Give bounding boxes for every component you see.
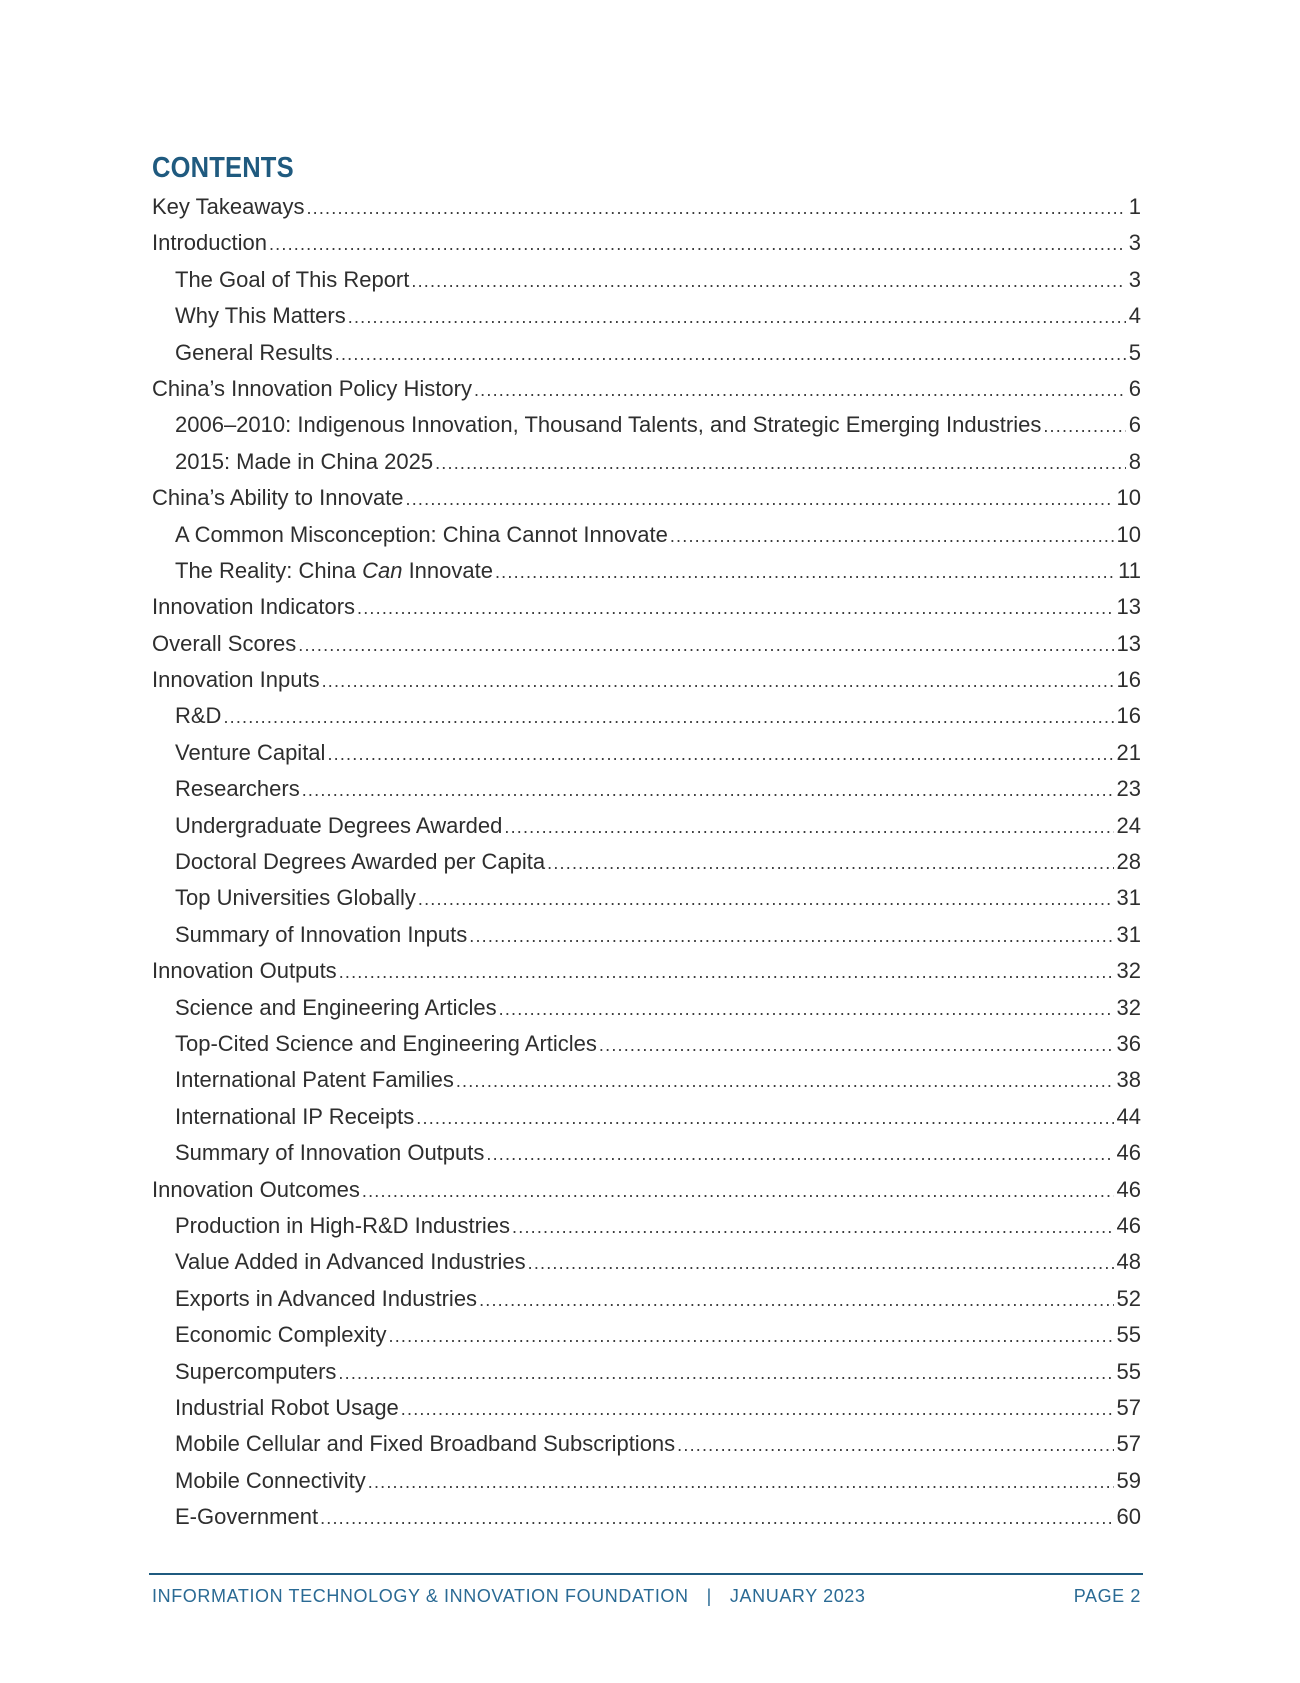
- toc-entry[interactable]: [152, 771, 1141, 807]
- toc-page-number: 24: [1116, 812, 1141, 838]
- dot-leader: [479, 1282, 1113, 1318]
- dot-leader: [339, 954, 1114, 990]
- toc-page-number: 48: [1116, 1249, 1141, 1275]
- toc-page-number: 38: [1116, 1067, 1141, 1093]
- dot-leader: [486, 1136, 1113, 1172]
- toc-page-number: 21: [1116, 739, 1141, 765]
- toc-page-number: 52: [1116, 1285, 1141, 1311]
- toc-entry[interactable]: [152, 1426, 1141, 1462]
- dot-leader: [320, 1500, 1113, 1536]
- toc-page-number: 46: [1116, 1176, 1141, 1202]
- dot-leader: [599, 1027, 1114, 1063]
- toc-entry[interactable]: [152, 553, 1141, 589]
- toc-page-number: 3: [1128, 230, 1141, 256]
- toc-entry-title: Top Universities Globally: [175, 885, 416, 911]
- table-of-contents: [152, 189, 1141, 1535]
- toc-page-number: 57: [1116, 1431, 1141, 1457]
- dot-leader: [474, 372, 1126, 408]
- toc-entry-title: Innovation Outcomes: [152, 1176, 360, 1202]
- toc-entry[interactable]: [152, 589, 1141, 625]
- toc-page-number: 32: [1116, 958, 1141, 984]
- toc-entry-title: The Goal of This Report: [175, 266, 410, 292]
- toc-entry-title: Industrial Robot Usage: [175, 1394, 399, 1420]
- toc-page-number: 44: [1116, 1103, 1141, 1129]
- toc-page-number: 8: [1128, 448, 1141, 474]
- footer-divider: [149, 1573, 1143, 1575]
- toc-page-number: 6: [1128, 375, 1141, 401]
- dot-leader: [338, 1355, 1113, 1391]
- toc-entry-title: Undergraduate Degrees Awarded: [175, 812, 503, 838]
- dot-leader: [512, 1209, 1113, 1245]
- toc-entry-title: International Patent Families: [175, 1067, 454, 1093]
- toc-entry[interactable]: [152, 480, 1141, 516]
- toc-page-number: 46: [1116, 1140, 1141, 1166]
- dot-leader: [335, 336, 1126, 372]
- toc-entry-title-part: Innovate: [402, 557, 493, 583]
- toc-page-number: 31: [1116, 885, 1141, 911]
- toc-entry-title: E-Government: [175, 1504, 319, 1530]
- footer-separator: |: [706, 1586, 712, 1606]
- toc-entry[interactable]: [152, 1463, 1141, 1499]
- dot-leader: [368, 1464, 1114, 1500]
- dot-leader: [547, 845, 1113, 881]
- toc-entry-title: Exports in Advanced Industries: [175, 1285, 478, 1311]
- toc-entry-title: International IP Receipts: [175, 1103, 415, 1129]
- footer-organization: INFORMATION TECHNOLOGY & INNOVATION FOUNDATION: [152, 1586, 689, 1606]
- toc-entry-title: Innovation Indicators: [152, 594, 356, 620]
- toc-page-number: 55: [1116, 1358, 1141, 1384]
- dot-leader: [456, 1063, 1114, 1099]
- toc-entry-title: 2006–2010: Indigenous Innovation, Thousand Talents, and Strategic Emerging Industries: [175, 412, 1042, 438]
- toc-entry-title: Overall Scores: [152, 630, 297, 656]
- toc-entry[interactable]: [152, 225, 1141, 261]
- dot-leader: [223, 699, 1113, 735]
- toc-entry-title: China’s Innovation Policy History: [152, 375, 472, 401]
- toc-page-number: 57: [1116, 1394, 1141, 1420]
- toc-entry-title: Innovation Inputs: [152, 667, 320, 693]
- toc-entry[interactable]: [152, 698, 1141, 734]
- toc-entry[interactable]: [152, 298, 1141, 334]
- toc-entry[interactable]: [152, 844, 1141, 880]
- dot-leader: [327, 736, 1113, 772]
- dot-leader: [416, 1100, 1113, 1136]
- toc-entry-title: [175, 553, 493, 589]
- toc-entry-title: General Results: [175, 339, 333, 365]
- toc-entry[interactable]: [152, 1281, 1141, 1317]
- dot-leader: [411, 263, 1125, 299]
- toc-entry[interactable]: [152, 1390, 1141, 1426]
- toc-entry-title: Supercomputers: [175, 1358, 337, 1384]
- toc-entry[interactable]: [152, 1244, 1141, 1280]
- toc-page-number: 16: [1116, 703, 1141, 729]
- toc-page-number: 1: [1128, 194, 1141, 219]
- dot-leader: [362, 1173, 1114, 1209]
- dot-leader: [302, 772, 1114, 808]
- toc-entry-title: China’s Ability to Innovate: [152, 485, 404, 511]
- toc-entry[interactable]: [152, 407, 1141, 443]
- toc-entry-title: Innovation Outputs: [152, 958, 337, 984]
- toc-entry[interactable]: [152, 1499, 1141, 1535]
- toc-page-number: 10: [1116, 521, 1141, 547]
- dot-leader: [499, 991, 1114, 1027]
- toc-entry[interactable]: [152, 1099, 1141, 1135]
- toc-page-number: 23: [1116, 776, 1141, 802]
- toc-entry-title: Key Takeaways: [152, 194, 305, 219]
- dot-leader: [528, 1245, 1114, 1281]
- toc-entry[interactable]: [152, 1135, 1141, 1171]
- toc-entry-title: Top-Cited Science and Engineering Articles: [175, 1030, 597, 1056]
- toc-entry-title-part: The Reality: China: [175, 557, 363, 583]
- toc-entry[interactable]: [152, 262, 1141, 298]
- dot-leader: [435, 445, 1126, 481]
- footer-date: JANUARY 2023: [729, 1586, 866, 1606]
- toc-page-number: 55: [1116, 1322, 1141, 1348]
- toc-entry[interactable]: [152, 1026, 1141, 1062]
- toc-entry-title: Mobile Cellular and Fixed Broadband Subscriptions: [175, 1431, 676, 1457]
- toc-entry[interactable]: [152, 917, 1141, 953]
- toc-page-number: 32: [1116, 994, 1141, 1020]
- toc-entry[interactable]: [152, 735, 1141, 771]
- toc-entry-title: Researchers: [175, 776, 300, 802]
- toc-entry[interactable]: [152, 371, 1141, 407]
- toc-entry-title: Economic Complexity: [175, 1322, 387, 1348]
- toc-page-number: 31: [1116, 921, 1141, 947]
- toc-entry-title: Doctoral Degrees Awarded per Capita: [175, 849, 546, 875]
- toc-entry-title: Introduction: [152, 230, 267, 256]
- dot-leader: [306, 190, 1125, 226]
- toc-entry[interactable]: [152, 189, 1141, 225]
- toc-page-number: 3: [1128, 266, 1141, 292]
- dot-leader: [418, 881, 1114, 917]
- dot-leader: [469, 918, 1113, 954]
- toc-page-number: 5: [1128, 339, 1141, 365]
- toc-entry[interactable]: [152, 1208, 1141, 1244]
- dot-leader: [401, 1391, 1114, 1427]
- toc-entry-title: Value Added in Advanced Industries: [175, 1249, 526, 1275]
- toc-page-number: 46: [1116, 1212, 1141, 1238]
- toc-page-number: 28: [1116, 849, 1141, 875]
- toc-entry-title: Summary of Innovation Inputs: [175, 921, 468, 947]
- dot-leader: [357, 590, 1113, 626]
- dot-leader: [389, 1318, 1114, 1354]
- toc-entry-title-emphasis: Can: [362, 557, 403, 583]
- toc-entry-title: Venture Capital: [175, 739, 326, 765]
- toc-page-number: 59: [1116, 1467, 1141, 1493]
- dot-leader: [322, 663, 1114, 699]
- toc-entry[interactable]: [152, 1172, 1141, 1208]
- footer-page-number: PAGE 2: [1073, 1586, 1141, 1606]
- toc-entry[interactable]: [152, 953, 1141, 989]
- dot-leader: [495, 554, 1115, 590]
- toc-entry-title: Summary of Innovation Outputs: [175, 1140, 485, 1166]
- dot-leader: [269, 226, 1126, 262]
- toc-entry-title: Production in High-R&D Industries: [175, 1212, 511, 1238]
- toc-entry[interactable]: [152, 626, 1141, 662]
- toc-page-number: 6: [1128, 412, 1141, 438]
- toc-entry-title: Why This Matters: [175, 303, 346, 329]
- toc-entry-title: Science and Engineering Articles: [175, 994, 497, 1020]
- contents-heading: CONTENTS: [152, 152, 294, 184]
- toc-entry-title: R&D: [175, 703, 222, 729]
- toc-entry[interactable]: [152, 1354, 1141, 1390]
- dot-leader: [670, 518, 1114, 554]
- toc-entry[interactable]: [152, 444, 1141, 480]
- toc-entry[interactable]: [152, 1062, 1141, 1098]
- dot-leader: [1043, 408, 1125, 444]
- toc-entry[interactable]: [152, 808, 1141, 844]
- dot-leader: [348, 299, 1126, 335]
- toc-entry-title: A Common Misconception: China Cannot Innovate: [175, 521, 668, 547]
- dot-leader: [677, 1427, 1113, 1463]
- toc-entry[interactable]: [152, 880, 1141, 916]
- toc-entry[interactable]: [152, 517, 1141, 553]
- toc-page-number: 4: [1128, 303, 1141, 329]
- toc-page-number: 36: [1116, 1030, 1141, 1056]
- toc-entry-title: Mobile Connectivity: [175, 1467, 366, 1493]
- toc-entry-title: 2015: Made in China 2025: [175, 448, 434, 474]
- toc-page-number: 16: [1116, 667, 1141, 693]
- toc-page-number: 60: [1116, 1504, 1141, 1530]
- toc-entry[interactable]: [152, 335, 1141, 371]
- toc-page-number: 10: [1116, 485, 1141, 511]
- dot-leader: [298, 627, 1113, 663]
- page-footer: [152, 1586, 1141, 1607]
- toc-entry[interactable]: [152, 990, 1141, 1026]
- toc-page-number: 13: [1116, 594, 1141, 620]
- dot-leader: [504, 809, 1113, 845]
- dot-leader: [406, 481, 1114, 517]
- toc-page-number: 13: [1116, 630, 1141, 656]
- toc-entry[interactable]: [152, 662, 1141, 698]
- toc-entry[interactable]: [152, 1317, 1141, 1353]
- toc-page-number: 11: [1118, 557, 1141, 583]
